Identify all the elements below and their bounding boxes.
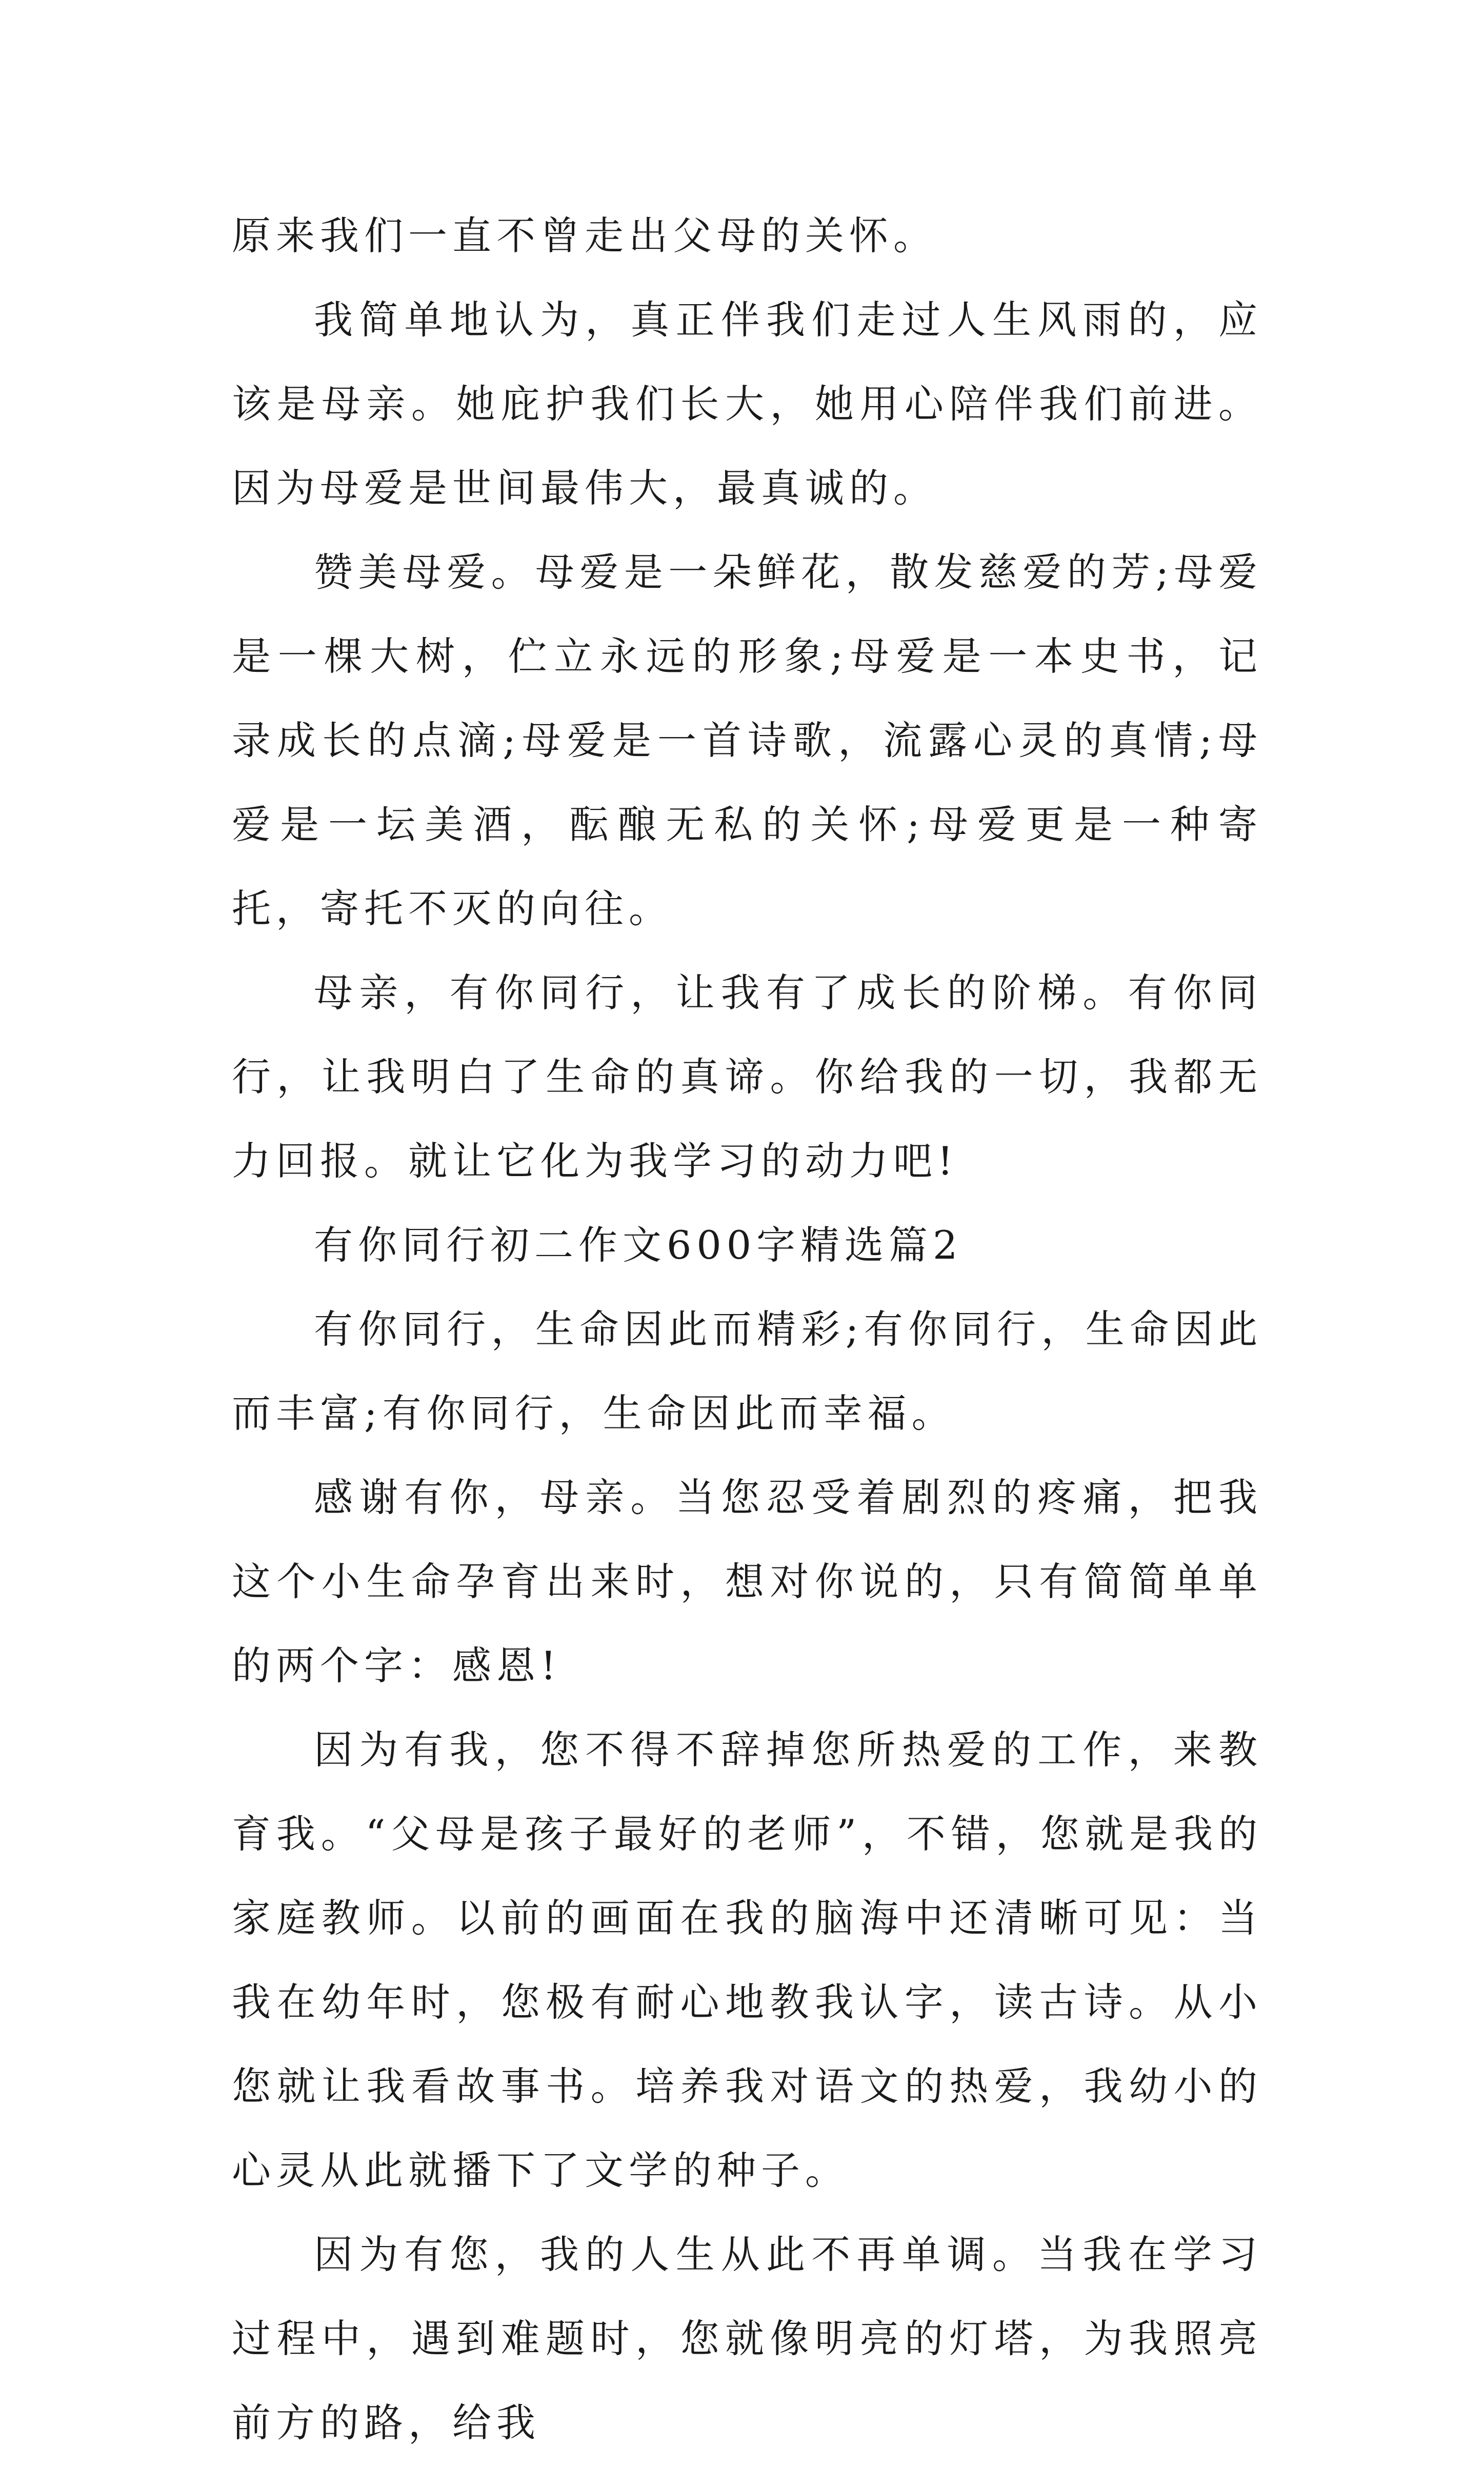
paragraph: 有你同行，生命因此而精彩;有你同行，生命因此而丰富;有你同行，生命因此而幸福。 [232, 1306, 1262, 1436]
paragraph-continued: 原来我们一直不曾走出父母的关怀。 [232, 213, 937, 259]
paragraph: 赞美母爱。母爱是一朵鲜花，散发慈爱的芳;母爱是一棵大树，伫立永远的形象;母爱是一本史书，记录成长的点滴;母爱是一首诗歌，流露心灵的真情;母爱是一坛美酒，酝酿无私的关怀;母爱更是一种寄托，寄托不灭的向往。 [232, 549, 1262, 931]
section-heading: 有你同行初二作文600字精选篇2 [314, 1222, 963, 1268]
paragraph: 我简单地认为，真正伴我们走过人生风雨的，应该是母亲。她庇护我们长大，她用心陪伴我们前进。因为母爱是世间最伟大，最真诚的。 [232, 297, 1262, 511]
paragraph: 因为有我，您不得不辞掉您所热爱的工作，来教育我。“父母是孩子最好的老师”，不错，您就是我的家庭教师。以前的画面在我的脑海中还清晰可见：当我在幼年时，您极有耐心地教我认字，读古诗。从小您就让我看故事书。培养我对语文的热爱，我幼小的心灵从此就播下了文学的种子。 [232, 1727, 1262, 2193]
document-body [232, 194, 1262, 2465]
paragraph: 因为有您，我的人生从此不再单调。当我在学习过程中，遇到难题时，您就像明亮的灯塔，为我照亮前方的路，给我 [232, 2232, 1262, 2446]
paragraph: 母亲，有你同行，让我有了成长的阶梯。有你同行，让我明白了生命的真谛。你给我的一切，我都无力回报。就让它化为我学习的动力吧! [232, 970, 1262, 1184]
paragraph: 感谢有你，母亲。当您忍受着剧烈的疼痛，把我这个小生命孕育出来时，想对你说的，只有简简单单的两个字：感恩! [232, 1475, 1262, 1688]
